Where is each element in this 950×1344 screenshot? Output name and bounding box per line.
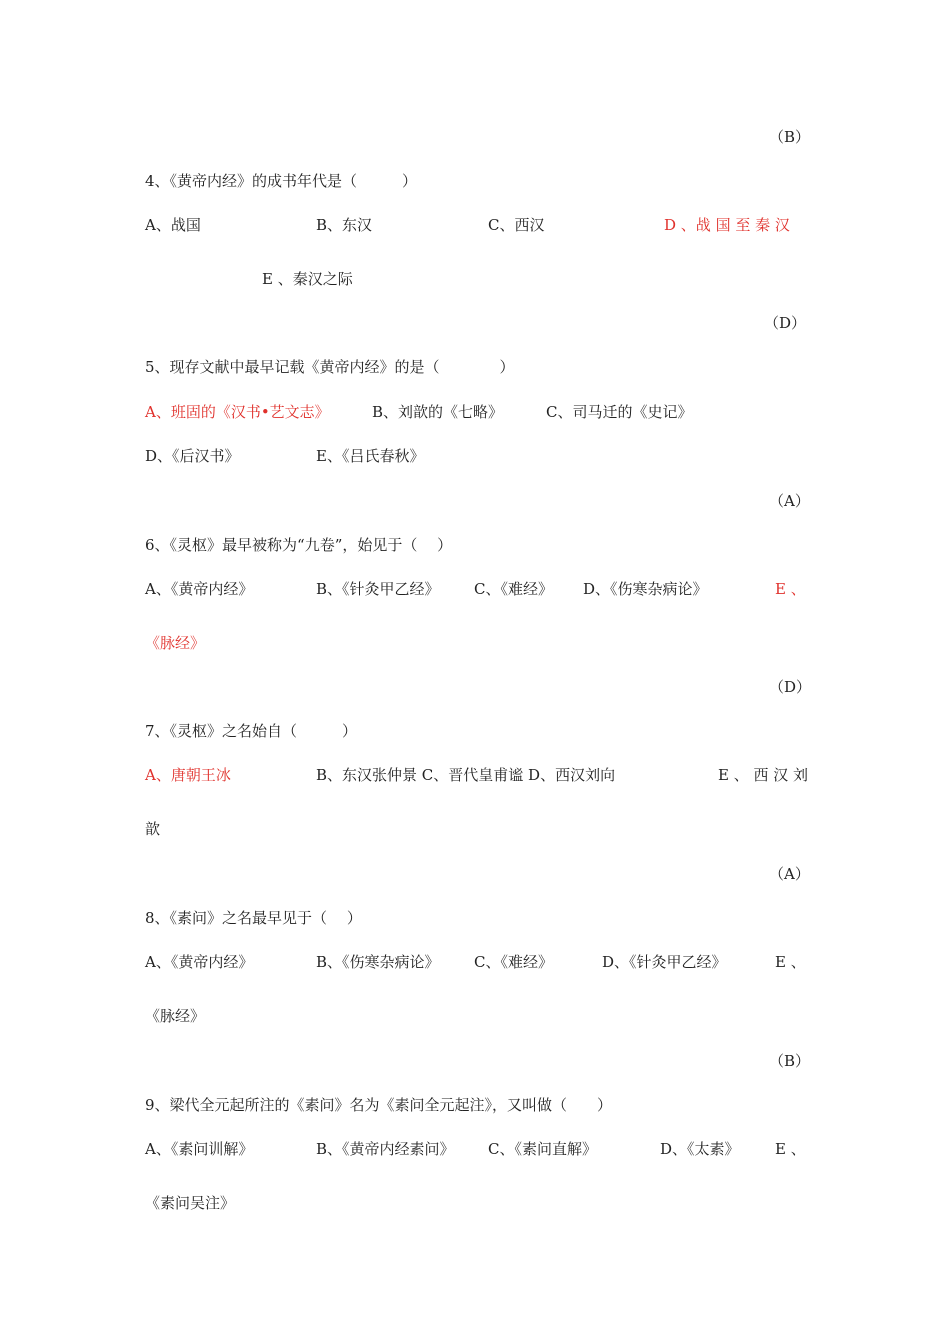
question-5: 5、现存文献中最早记载《黄帝内经》的是（ ） [145,358,515,376]
answer-q8: （B） [769,1052,811,1070]
q8-option-e-book: 《脉经》 [145,1007,206,1025]
q6-option-e-prefix: E 、 [775,580,806,598]
q9-option-b: B、《黄帝内经素问》 [316,1140,455,1158]
q8-option-c: C、《难经》 [474,953,553,971]
question-4: 4、《黄帝内经》的成书年代是（ ） [145,172,418,190]
q6-option-b: B、《针灸甲乙经》 [316,580,440,598]
q7-options-bcd: B、东汉张仲景 C、晋代皇甫谧 D、西汉刘向 [316,766,616,784]
question-7: 7、《灵枢》之名始自（ ） [145,722,358,740]
q9-option-e-prefix: E 、 [775,1140,806,1158]
q4-option-e: E 、秦汉之际 [262,270,353,288]
q6-option-a: A、《黄帝内经》 [145,580,254,598]
q9-option-e-book: 《素问吴注》 [145,1194,236,1212]
answer-q6: （D） [769,678,812,696]
q5-option-c: C、司马迁的《史记》 [546,403,693,421]
answer-q7: （A） [769,865,810,883]
q6-option-d: D、《伤寒杂病论》 [583,580,708,598]
q4-option-b: B、东汉 [316,216,373,234]
q5-option-a: A、班固的《汉书•艺文志》 [145,403,330,421]
q7-option-a: A、唐朝王冰 [145,766,231,784]
answer-q3: （B） [769,128,811,146]
q8-option-e-prefix: E 、 [775,953,806,971]
q9-option-c: C、《素问直解》 [488,1140,597,1158]
q8-option-d: D、《针灸甲乙经》 [602,953,727,971]
q9-option-a: A、《素问训解》 [145,1140,254,1158]
q8-option-a: A、《黄帝内经》 [145,953,254,971]
q4-option-a: A、战国 [145,216,201,234]
q5-option-b: B、刘歆的《七略》 [372,403,504,421]
answer-q5: （A） [769,492,810,510]
question-9: 9、梁代全元起所注的《素问》名为《素问全元起注》，又叫做（ ） [145,1096,613,1114]
q8-option-b: B、《伤寒杂病论》 [316,953,440,971]
q7-option-e-prefix: E 、 西 汉 刘 [718,766,809,784]
q4-option-d: D 、战 国 至 秦 汉 [664,216,790,234]
q5-option-d: D、《后汉书》 [145,447,240,465]
q4-option-c: C、西汉 [488,216,545,234]
q9-option-d: D、《太素》 [660,1140,740,1158]
answer-q4: （D） [764,314,807,332]
q5-option-e: E、《吕氏春秋》 [316,447,425,465]
q6-option-e-book: 《脉经》 [145,634,206,652]
q6-option-c: C、《难经》 [474,580,553,598]
question-6: 6、《灵枢》最早被称为“九卷”，始见于（ ） [145,536,453,554]
question-8: 8、《素问》之名最早见于（ ） [145,909,362,927]
q7-option-e-tail: 歆 [145,820,161,838]
